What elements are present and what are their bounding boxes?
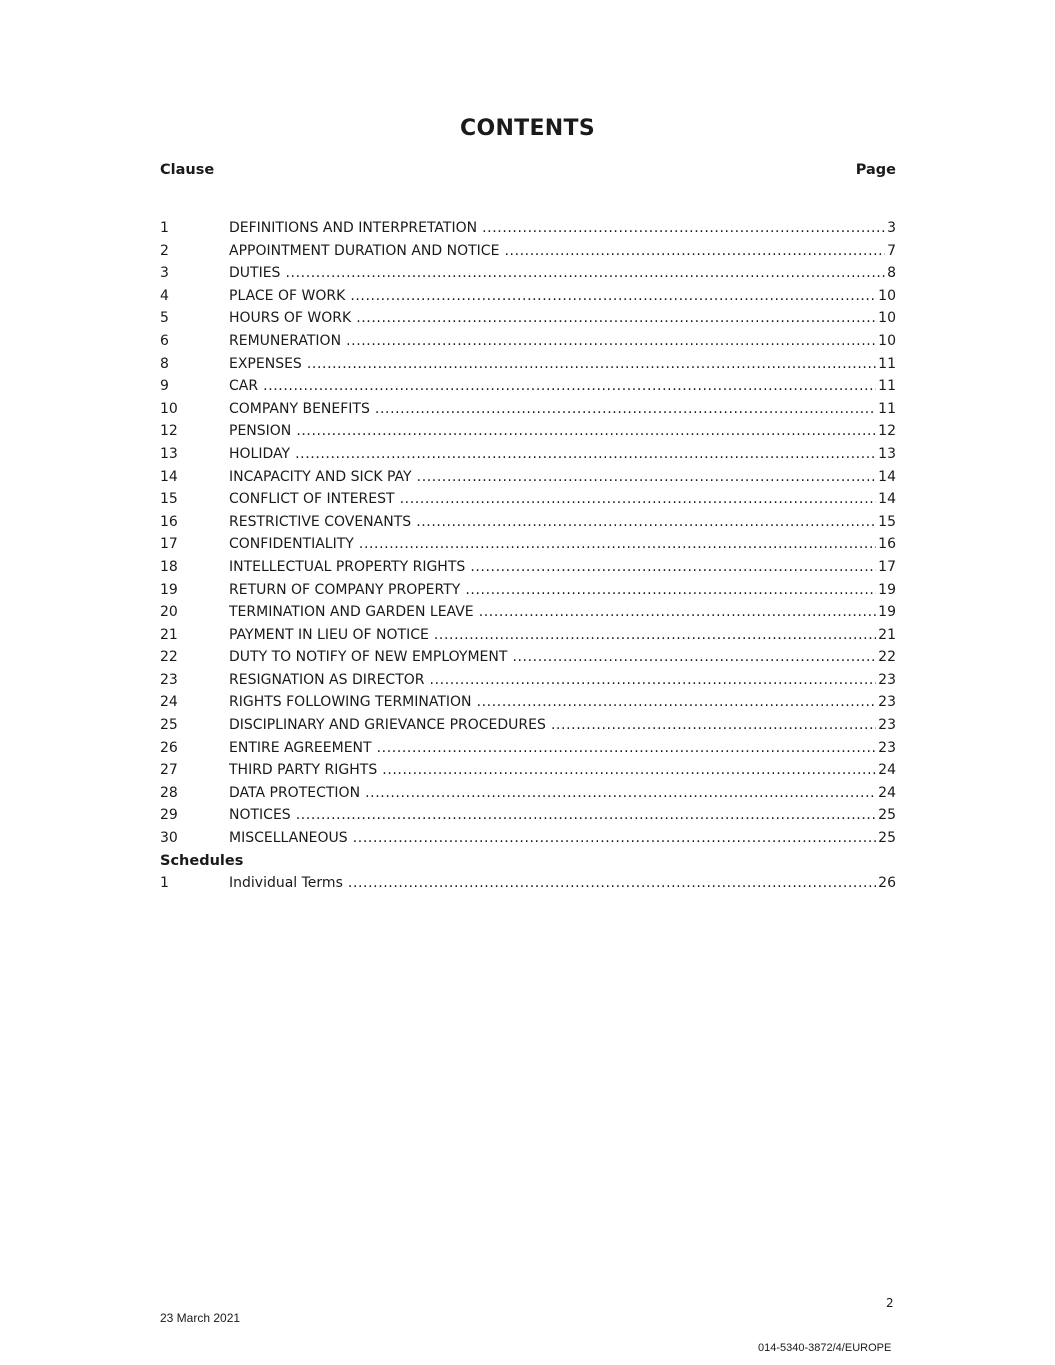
toc-entry-page: 19 bbox=[876, 579, 896, 602]
toc-entry-title: PLACE OF WORK ..... bbox=[229, 285, 896, 308]
toc-entry-title: THIRD PARTY RIGHTS ..... bbox=[229, 759, 896, 782]
toc-entry-title: INCAPACITY AND SICK PAY ..... bbox=[229, 466, 896, 489]
document-date: 23 March 2021 bbox=[160, 1311, 241, 1325]
toc-entry-number: 12 bbox=[160, 423, 178, 440]
toc-entry[interactable] bbox=[160, 375, 896, 398]
toc-entry-title: INTELLECTUAL PROPERTY RIGHTS ..... bbox=[229, 556, 896, 579]
toc-entry-number: 4 bbox=[160, 287, 169, 304]
toc-entry-number: 6 bbox=[160, 332, 169, 349]
toc-entry[interactable] bbox=[160, 872, 896, 895]
toc-entry-page: 11 bbox=[876, 375, 896, 398]
toc-entry[interactable] bbox=[160, 759, 896, 782]
toc-entry[interactable] bbox=[160, 330, 896, 353]
toc-entry-number: 28 bbox=[160, 784, 178, 801]
toc-entry-title: APPOINTMENT DURATION AND NOTICE ..... bbox=[229, 240, 896, 263]
toc-entry-number: 20 bbox=[160, 604, 178, 621]
toc-entry-title: RESIGNATION AS DIRECTOR ..... bbox=[229, 669, 896, 692]
toc-entry[interactable] bbox=[160, 601, 896, 624]
toc-entry-page: 10 bbox=[876, 330, 896, 353]
toc-entry-title: HOLIDAY ..... bbox=[229, 443, 896, 466]
toc-entry[interactable] bbox=[160, 714, 896, 737]
toc-entry-number: 16 bbox=[160, 513, 178, 530]
toc-entry[interactable] bbox=[160, 240, 896, 263]
toc-entry-page: 24 bbox=[876, 782, 896, 805]
toc-entry-number: 23 bbox=[160, 671, 178, 688]
toc-entry-title: DISCIPLINARY AND GRIEVANCE PROCEDURES ..... bbox=[229, 714, 896, 737]
toc-entry-page: 14 bbox=[876, 466, 896, 489]
toc-entry[interactable] bbox=[160, 669, 896, 692]
toc-entry-page: 12 bbox=[876, 420, 896, 443]
toc-entry-number: 14 bbox=[160, 468, 178, 485]
toc-entry[interactable] bbox=[160, 488, 896, 511]
toc-entry-title: CONFIDENTIALITY ..... bbox=[229, 533, 896, 556]
toc-entry[interactable] bbox=[160, 398, 896, 421]
toc-entry-page: 23 bbox=[876, 669, 896, 692]
toc-entry[interactable] bbox=[160, 307, 896, 330]
toc-entry[interactable] bbox=[160, 737, 896, 760]
toc-entry-page: 22 bbox=[876, 646, 896, 669]
toc-entry-number: 30 bbox=[160, 830, 178, 847]
toc-entry-page: 7 bbox=[885, 240, 896, 263]
toc-entry-number: 17 bbox=[160, 536, 178, 553]
toc-entry-title: DUTIES ..... bbox=[229, 262, 896, 285]
page-title: CONTENTS bbox=[460, 116, 595, 141]
toc-entry-page: 13 bbox=[876, 443, 896, 466]
toc-entry-page: 25 bbox=[876, 827, 896, 850]
toc-entry[interactable] bbox=[160, 691, 896, 714]
toc-entry-number: 2 bbox=[160, 242, 169, 259]
toc-entry[interactable] bbox=[160, 511, 896, 534]
toc-entry-page: 17 bbox=[876, 556, 896, 579]
toc-entry-number: 27 bbox=[160, 762, 178, 779]
toc-entry-title: CAR ..... bbox=[229, 375, 896, 398]
toc-entry-number: 22 bbox=[160, 649, 178, 666]
toc-entry-title: RESTRICTIVE COVENANTS ..... bbox=[229, 511, 896, 534]
schedules-heading: Schedules bbox=[160, 852, 244, 869]
toc-entry-page: 11 bbox=[876, 353, 896, 376]
toc-entry-number: 5 bbox=[160, 310, 169, 327]
toc-entry-number: 10 bbox=[160, 400, 178, 417]
toc-entry-number: 1 bbox=[160, 220, 169, 236]
toc-entry-page: 8 bbox=[885, 262, 896, 285]
page-number: 2 bbox=[886, 1296, 894, 1310]
toc-entry[interactable] bbox=[160, 804, 896, 827]
toc-entry[interactable] bbox=[160, 443, 896, 466]
toc-entry-number: 15 bbox=[160, 491, 178, 508]
toc-entry[interactable] bbox=[160, 353, 896, 376]
toc-entry-number: 19 bbox=[160, 581, 178, 598]
toc-entry-title: DUTY TO NOTIFY OF NEW EMPLOYMENT ..... bbox=[229, 646, 896, 669]
toc-entry-page: 3 bbox=[885, 217, 896, 240]
toc-entry-number: 29 bbox=[160, 807, 178, 824]
toc-entry-page: 23 bbox=[876, 737, 896, 760]
toc-entry[interactable] bbox=[160, 646, 896, 669]
toc-entry[interactable] bbox=[160, 262, 896, 285]
toc-entry-page: 21 bbox=[876, 624, 896, 647]
toc-entry-title: Individual Terms ..... bbox=[229, 872, 896, 895]
toc-entry[interactable] bbox=[160, 217, 896, 240]
clause-column-header: Clause bbox=[160, 162, 215, 178]
toc-entry-title: MISCELLANEOUS ..... bbox=[229, 827, 896, 850]
toc-entry-title: PAYMENT IN LIEU OF NOTICE ..... bbox=[229, 624, 896, 647]
toc-entry[interactable] bbox=[160, 782, 896, 805]
toc-entry[interactable] bbox=[160, 827, 896, 850]
toc-entry-page: 14 bbox=[876, 488, 896, 511]
toc-entry[interactable] bbox=[160, 466, 896, 489]
toc-entry-page: 25 bbox=[876, 804, 896, 827]
toc-entry-number: 24 bbox=[160, 694, 178, 711]
toc-entry-title: NOTICES ..... bbox=[229, 804, 896, 827]
toc-entry-title: ENTIRE AGREEMENT ..... bbox=[229, 737, 896, 760]
toc-entry-page: 19 bbox=[876, 601, 896, 624]
toc-entry-number: 26 bbox=[160, 739, 178, 756]
toc-entry-page: 16 bbox=[876, 533, 896, 556]
toc-entry[interactable] bbox=[160, 533, 896, 556]
toc-entry-page: 10 bbox=[876, 285, 896, 308]
toc-entry-page: 15 bbox=[876, 511, 896, 534]
toc-entry-page: 10 bbox=[876, 307, 896, 330]
toc-entry-title: REMUNERATION ..... bbox=[229, 330, 896, 353]
toc-entry-number: 25 bbox=[160, 717, 178, 734]
toc-entry-title: PENSION ..... bbox=[229, 420, 896, 443]
toc-entry-title: RIGHTS FOLLOWING TERMINATION ..... bbox=[229, 691, 896, 714]
toc-entry-number: 3 bbox=[160, 265, 169, 282]
toc-entry-title: HOURS OF WORK ..... bbox=[229, 307, 896, 330]
document-reference: 014-5340-3872/4/EUROPE bbox=[758, 1342, 892, 1354]
toc-entry-number: 13 bbox=[160, 445, 178, 462]
toc-entry-number: 8 bbox=[160, 355, 169, 372]
toc-entry-page: 23 bbox=[876, 714, 896, 737]
toc-entry-number: 1 bbox=[160, 875, 169, 892]
toc-entry-title: CONFLICT OF INTEREST ..... bbox=[229, 488, 896, 511]
toc-entry-title: RETURN OF COMPANY PROPERTY ..... bbox=[229, 579, 896, 602]
toc-entry-page: 26 bbox=[876, 872, 896, 895]
toc-entry-number: 18 bbox=[160, 558, 178, 575]
column-headers bbox=[160, 162, 896, 178]
toc-entry-title: DEFINITIONS AND INTERPRETATION ..... bbox=[229, 217, 896, 240]
toc-entry-page: 23 bbox=[876, 691, 896, 714]
toc-entry-title: COMPANY BENEFITS ..... bbox=[229, 398, 896, 421]
toc-entry[interactable] bbox=[160, 579, 896, 602]
table-of-contents bbox=[160, 217, 896, 895]
toc-entry-number: 21 bbox=[160, 626, 178, 643]
toc-entry-title: TERMINATION AND GARDEN LEAVE ..... bbox=[229, 601, 896, 624]
toc-entry-page: 11 bbox=[876, 398, 896, 421]
page-column-header: Page bbox=[855, 162, 896, 178]
toc-entry-title: EXPENSES ..... bbox=[229, 353, 896, 376]
toc-entry-page: 24 bbox=[876, 759, 896, 782]
toc-entry-title: DATA PROTECTION ..... bbox=[229, 782, 896, 805]
toc-entry-number: 9 bbox=[160, 378, 169, 395]
toc-entry[interactable] bbox=[160, 624, 896, 647]
toc-entry[interactable] bbox=[160, 420, 896, 443]
toc-entry[interactable] bbox=[160, 556, 896, 579]
toc-entry[interactable] bbox=[160, 285, 896, 308]
